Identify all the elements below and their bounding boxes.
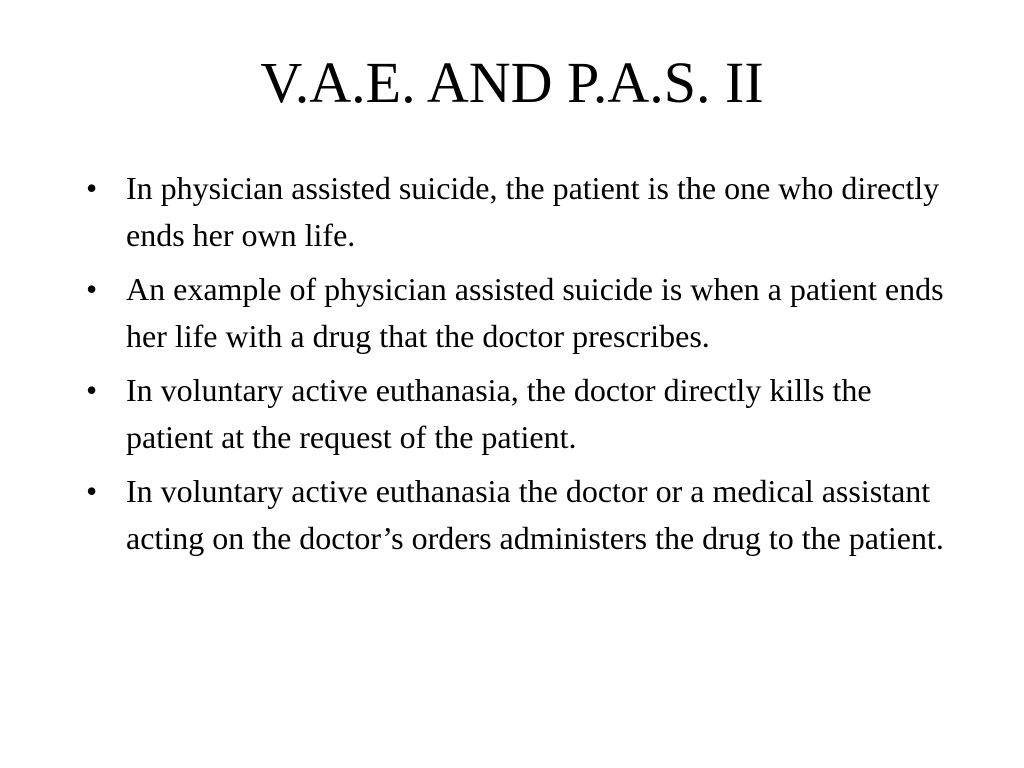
- bullet-marker-icon: •: [86, 170, 98, 206]
- bullet-text: In physician assisted suicide, the patient is the one who directly ends her own life.: [126, 170, 940, 253]
- bullet-text: An example of physician assisted suicide is when a patient ends her life with a drug that the doctor prescribes.: [126, 271, 944, 354]
- bullet-marker-icon: •: [86, 473, 98, 509]
- bullet-marker-icon: •: [86, 271, 98, 307]
- bullet-text: In voluntary active euthanasia, the doctor directly kills the patient at the request of the patient.: [126, 372, 872, 455]
- bullet-text: In voluntary active euthanasia the doctor or a medical assistant acting on the doctor’s orders administers the drug to the patient.: [126, 473, 944, 556]
- bullet-marker-icon: •: [86, 372, 98, 408]
- bullet-item: [86, 367, 946, 461]
- bullet-item: [86, 468, 946, 562]
- bullet-item: [86, 266, 946, 360]
- bullet-item: [86, 165, 946, 259]
- slide-title: V.A.E. AND P.A.S. II: [260, 50, 764, 115]
- bullet-list: [86, 165, 946, 569]
